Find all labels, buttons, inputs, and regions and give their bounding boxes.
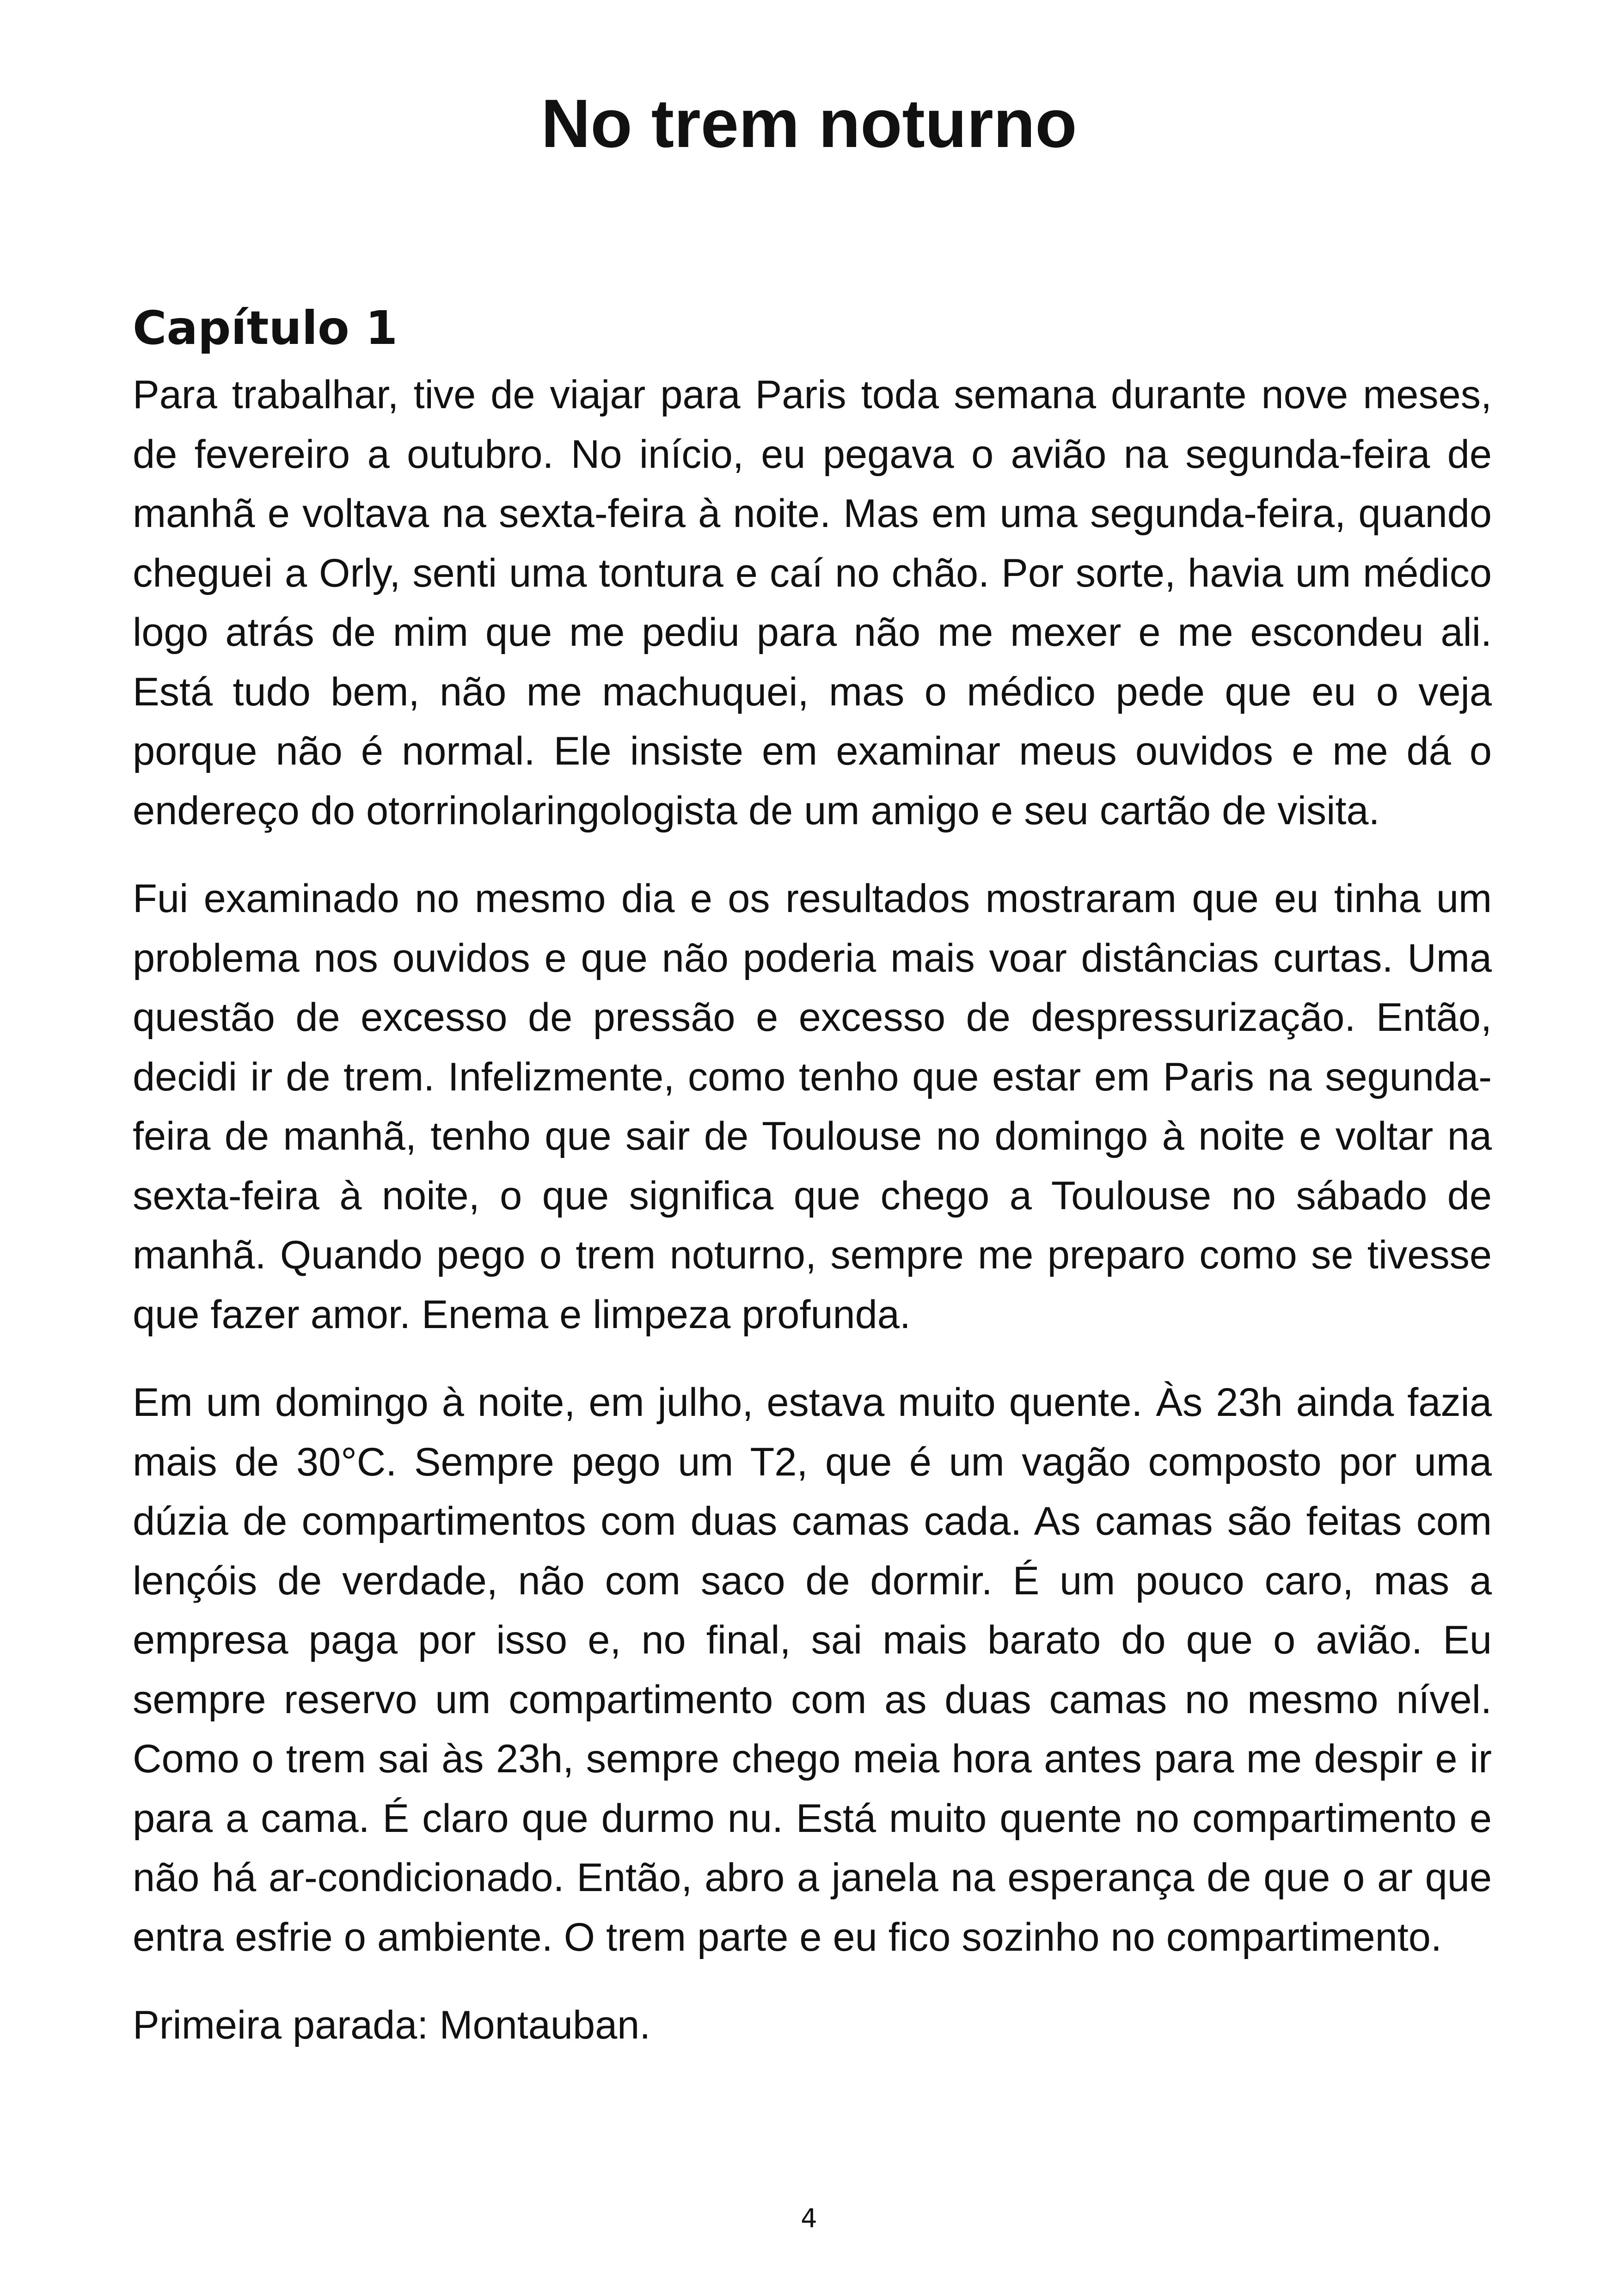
paragraph-3: Em um domingo à noite, em julho, estava muito quente. Às 23h ainda fazia mais de 30°C. Sempre pego um T2, que é um vagão composto por uma dúzia de compartimentos com duas camas cada. As camas são feitas com lençóis de verdade, não com saco de dormir. É um pouco caro, mas a empresa paga por isso e, no final, sai mais barato do que o avião. Eu sempre reservo um compartimento com as duas camas no mesmo nível. Como o trem sai às 23h, sempre chego meia hora antes para me despir e ir para a cama. É claro que durmo nu. Está muito quente no compartimento e não há ar-condicionado. Então, abro a janela na esperança de que o ar que entra esfrie o ambiente. O trem parte e eu fico sozinho no compartimento. xyxy=(133,1380,1492,1959)
book-title: No trem noturno xyxy=(541,86,1077,162)
chapter-heading: Capítulo 1 xyxy=(133,301,398,355)
paragraph-4: Primeira parada: Montauban. xyxy=(133,2003,651,2047)
body-text xyxy=(133,365,1492,2084)
paragraph-1: Para trabalhar, tive de viajar para Paris toda semana durante nove meses, de fevereiro a outubro. No início, eu pegava o avião na segunda-feira de manhã e voltava na sexta-feira à noite. Mas em uma segunda-feira, quando cheguei a Orly, senti uma tontura e caí no chão. Por sorte, havia um médico logo atrás de mim que me pediu para não me mexer e me escondeu ali. Está tudo bem, não me machuquei, mas o médico pede que eu o veja porque não é normal. Ele insiste em examinar meus ouvidos e me dá o endereço do otorrinolaringologista de um amigo e seu cartão de visita. xyxy=(133,373,1492,833)
page-number: 4 xyxy=(801,2204,817,2234)
paragraph-2: Fui examinado no mesmo dia e os resultados mostraram que eu tinha um problema nos ouvidos e que não poderia mais voar distâncias curtas. Uma questão de excesso de pressão e excesso de despressurização. Então, decidi ir de trem. Infelizmente, como tenho que estar em Paris na segunda-feira de manhã, tenho que sair de Toulouse no domingo à noite e voltar na sexta-feira à noite, o que significa que chego a Toulouse no sábado de manhã. Quando pego o trem noturno, sempre me preparo como se tivesse que fazer amor. Enema e limpeza profunda. xyxy=(133,876,1492,1337)
